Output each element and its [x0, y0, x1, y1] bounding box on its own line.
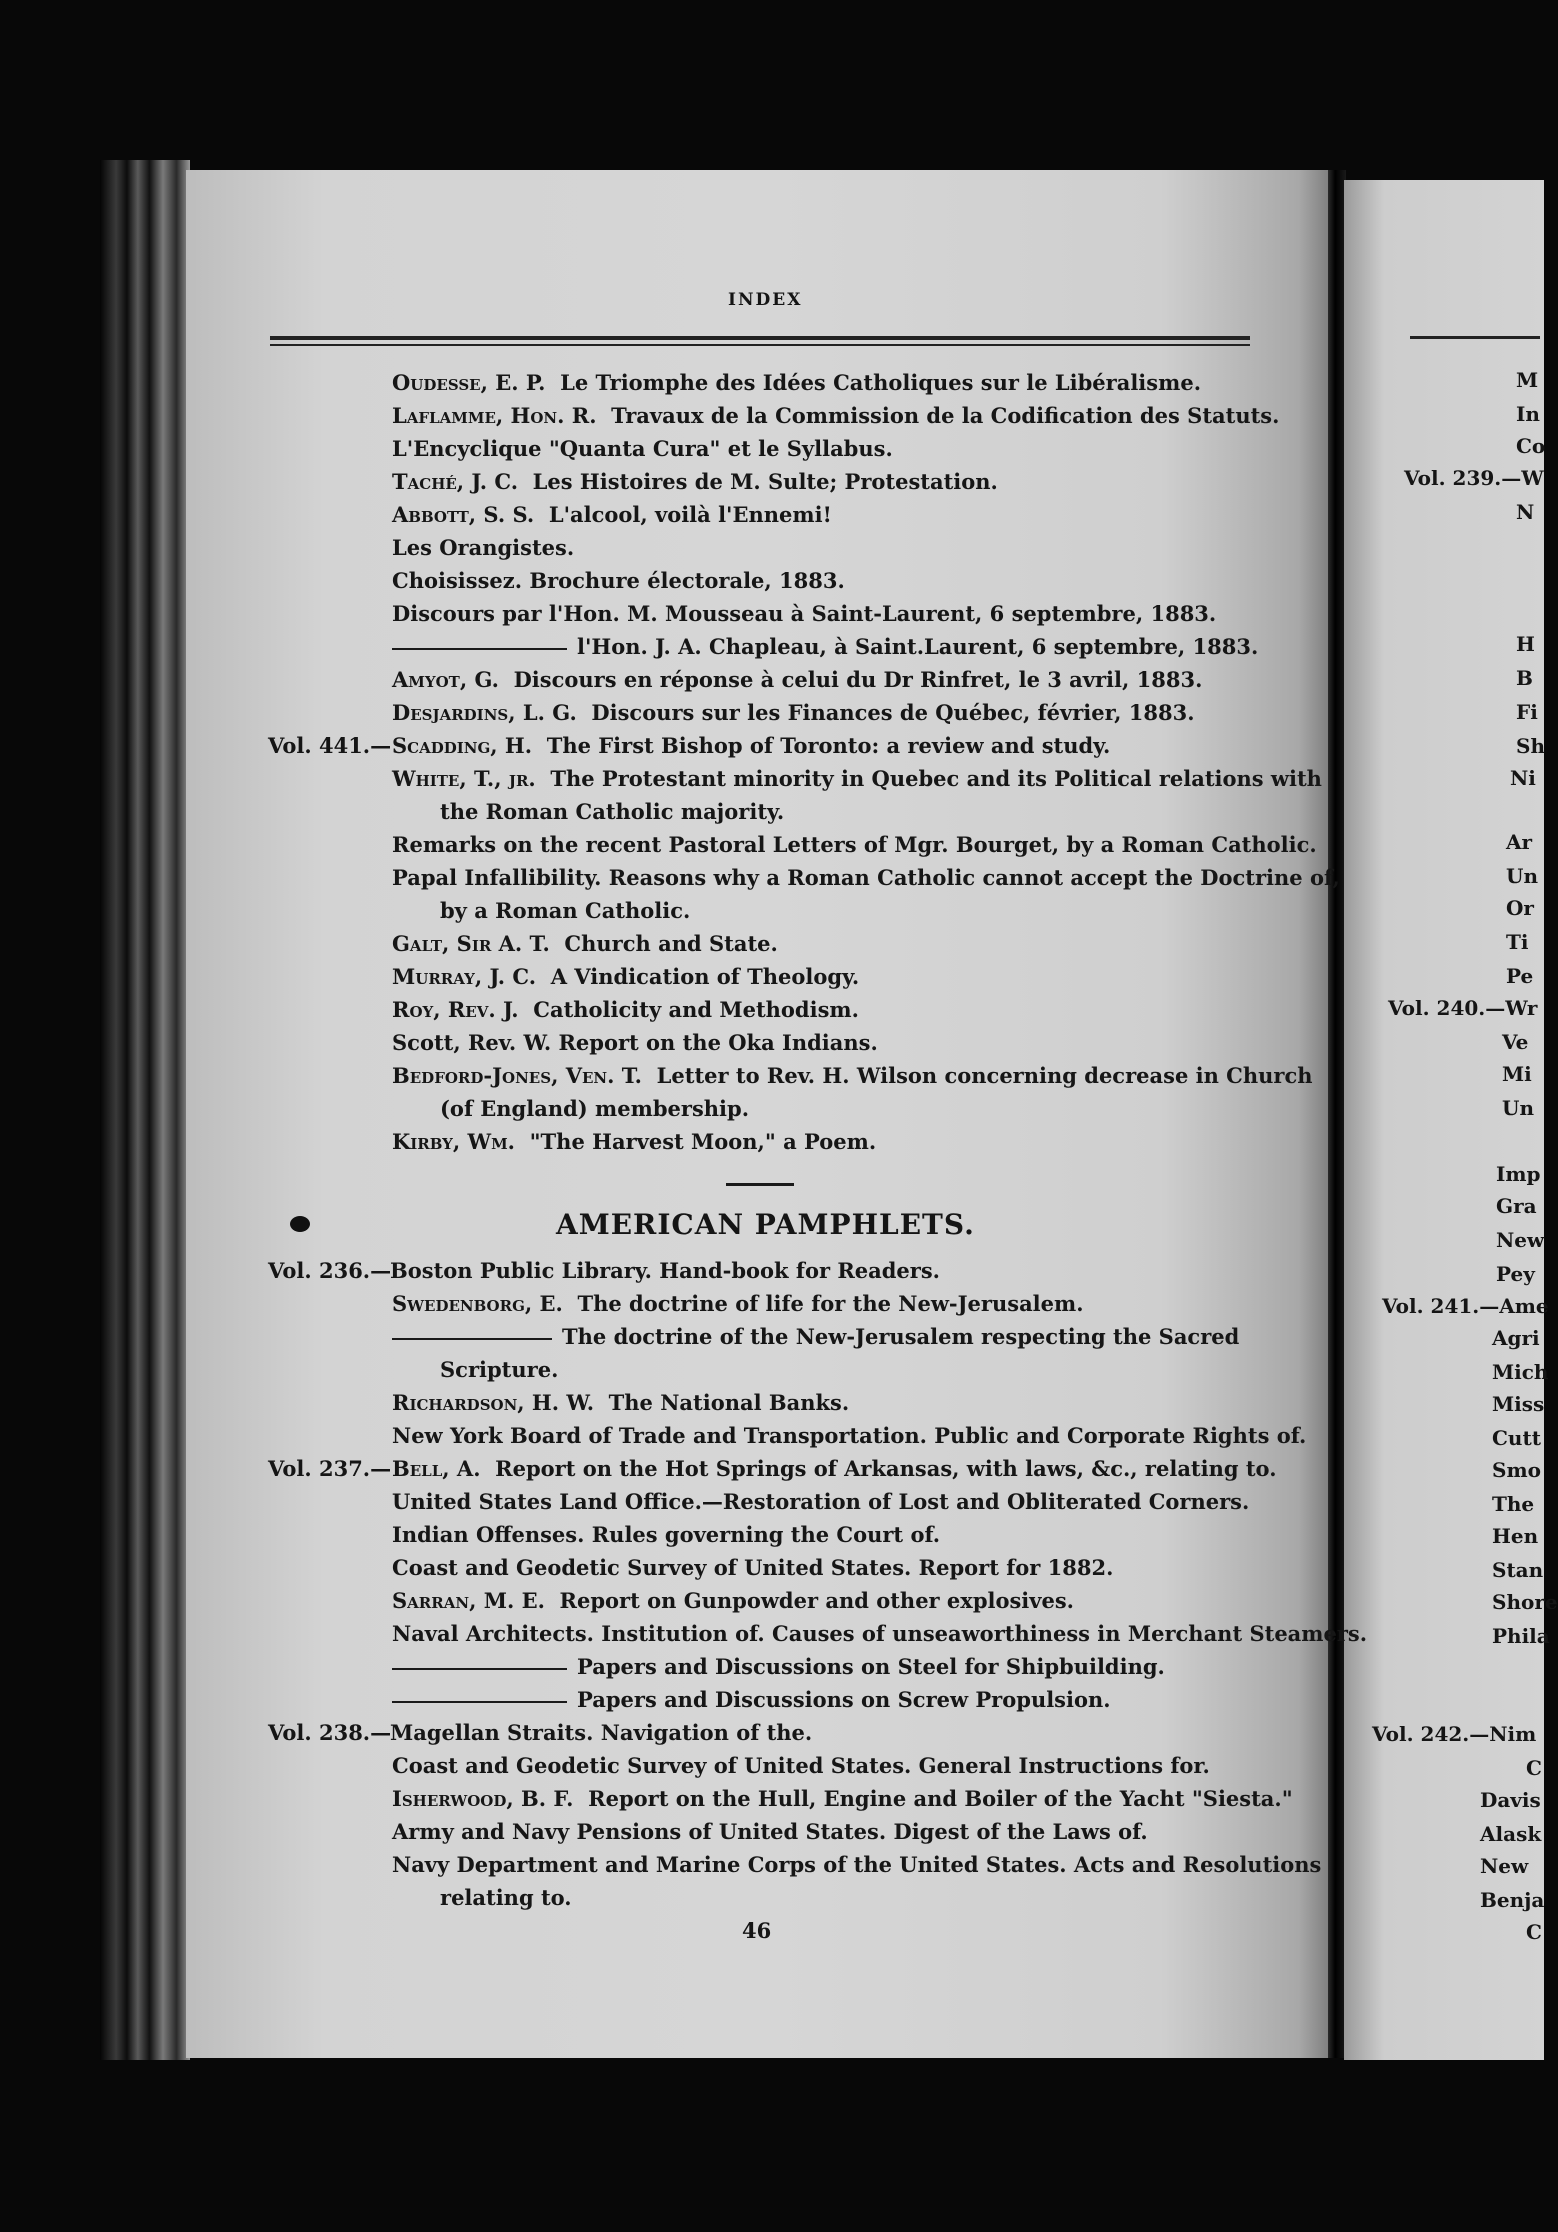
right-page-fragment: Benja — [1480, 1888, 1545, 1912]
index-entry: Army and Navy Pensions of United States. Digest of the Laws of. — [392, 1819, 1148, 1844]
index-entry: Magellan Straits. Navigation of the. — [390, 1720, 813, 1745]
index-entry: Taché, J. C. Les Histoires de M. Sulte; Protestation. — [392, 469, 998, 494]
page-number: 46 — [742, 1918, 772, 1943]
index-entry: by a Roman Catholic. — [440, 898, 691, 923]
ditto-rule — [392, 1338, 552, 1340]
index-entry: Amyot, G. Discours en réponse à celui du Dr Rinfret, le 3 avril, 1883. — [392, 667, 1203, 692]
right-page-fragment: Smo — [1492, 1458, 1541, 1482]
ink-blot — [290, 1216, 310, 1232]
index-entry: Naval Architects. Institution of. Causes of unseaworthiness in Merchant Steamers. — [392, 1621, 1368, 1646]
index-entry: Boston Public Library. Hand-book for Readers. — [390, 1258, 940, 1283]
right-page-fragment: C — [1526, 1756, 1542, 1780]
index-entry: Murray, J. C. A Vindication of Theology. — [392, 964, 860, 989]
right-page-fragment: Vol. 242.—Nim — [1372, 1722, 1537, 1746]
index-entry: Oudesse, E. P. Le Triomphe des Idées Catholiques sur le Libéralisme. — [392, 370, 1202, 395]
volume-label: Vol. 238.— — [268, 1720, 392, 1745]
index-entry: L'Encyclique "Quanta Cura" et le Syllabus. — [392, 436, 893, 461]
ditto-rule — [392, 1668, 567, 1670]
right-page-fragment: Hen — [1492, 1524, 1539, 1548]
volume-label: Vol. 441.— — [268, 733, 392, 758]
volume-label: Vol. 236.— — [268, 1258, 392, 1283]
right-page-fragment: H — [1516, 632, 1535, 656]
index-entry: Papers and Discussions on Screw Propulsion. — [392, 1687, 1111, 1712]
index-entry: Scott, Rev. W. Report on the Oka Indians. — [392, 1030, 878, 1055]
right-page-fragment: Pe — [1506, 964, 1534, 988]
right-page-fragment: Vol. 240.—Wr — [1388, 996, 1538, 1020]
section-title: AMERICAN PAMPHLETS. — [556, 1208, 975, 1241]
page-header: INDEX — [728, 290, 803, 310]
right-page-fragment: Or — [1506, 896, 1534, 920]
index-entry: Papal Infallibility. Reasons why a Roman Catholic cannot accept the Doctrine of, — [392, 865, 1340, 890]
right-page-fragment: Imp — [1496, 1162, 1541, 1186]
index-entry: Roy, Rev. J. Catholicity and Methodism. — [392, 997, 859, 1022]
right-page-fragment: Mi — [1502, 1062, 1532, 1086]
ditto-rule — [392, 1701, 567, 1703]
right-page-fragment: C — [1526, 1920, 1542, 1944]
right-page-fragment: Alask — [1480, 1822, 1542, 1846]
index-entry: Sarran, M. E. Report on Gunpowder and other explosives. — [392, 1588, 1074, 1613]
index-entry: Bell, A. Report on the Hot Springs of Arkansas, with laws, &c., relating to. — [392, 1456, 1277, 1481]
index-entry: Discours par l'Hon. M. Mousseau à Saint-Laurent, 6 septembre, 1883. — [392, 601, 1217, 626]
right-page-fragment: Ar — [1506, 830, 1533, 854]
right-page-fragment: In — [1516, 402, 1540, 426]
right-page-fragment: Ni — [1510, 766, 1536, 790]
index-entry: (of England) membership. — [440, 1096, 750, 1121]
index-entry: Papers and Discussions on Steel for Shipbuilding. — [392, 1654, 1165, 1679]
right-page-fragment: Sh — [1516, 734, 1545, 758]
index-entry: Desjardins, L. G. Discours sur les Finances de Québec, février, 1883. — [392, 700, 1195, 725]
index-entry: Coast and Geodetic Survey of United States. Report for 1882. — [392, 1555, 1114, 1580]
right-page-fragment: N — [1516, 500, 1535, 524]
right-page-fragment: Vol. 241.—Ame — [1382, 1294, 1549, 1318]
index-entry: Coast and Geodetic Survey of United States. General Instructions for. — [392, 1753, 1210, 1778]
index-entry: Laflamme, Hon. R. Travaux de la Commission de la Codification des Statuts. — [392, 403, 1280, 428]
right-page-fragment: New — [1496, 1228, 1545, 1252]
index-entry: Richardson, H. W. The National Banks. — [392, 1390, 850, 1415]
index-entry: Kirby, Wm. "The Harvest Moon," a Poem. — [392, 1129, 877, 1154]
header-rule-thin — [270, 344, 1250, 346]
right-page-fragment: Stan — [1492, 1558, 1544, 1582]
right-page-fragment: Cutt — [1492, 1426, 1541, 1450]
right-page-fragment: Ti — [1506, 930, 1529, 954]
header-rule-thick — [270, 336, 1250, 340]
right-page-fragment: Mich — [1492, 1360, 1549, 1384]
volume-label: Vol. 237.— — [268, 1456, 392, 1481]
index-entry: Galt, Sir A. T. Church and State. — [392, 931, 778, 956]
right-page-fragment: Phila — [1492, 1624, 1550, 1648]
index-entry: Choisissez. Brochure électorale, 1883. — [392, 568, 845, 593]
ditto-rule — [392, 648, 567, 650]
index-entry: Isherwood, B. F. Report on the Hull, Engine and Boiler of the Yacht "Siesta." — [392, 1786, 1293, 1811]
index-entry: Scripture. — [440, 1357, 559, 1382]
right-page-fragment: Un — [1506, 864, 1538, 888]
index-entry: White, T., jr. The Protestant minority in Quebec and its Political relations with — [392, 766, 1322, 791]
right-header-rule — [1410, 336, 1540, 339]
index-entry: relating to. — [440, 1885, 572, 1910]
right-page-fragment: Ve — [1502, 1030, 1529, 1054]
index-entry: Les Orangistes. — [392, 535, 575, 560]
right-page-fragment: Davis — [1480, 1788, 1541, 1812]
right-page-fragment: Pey — [1496, 1262, 1535, 1286]
right-page-fragment: Miss — [1492, 1392, 1545, 1416]
right-page-fragment: Agri — [1492, 1326, 1540, 1350]
right-page-fragment: Gra — [1496, 1194, 1537, 1218]
right-page-fragment: Fi — [1516, 700, 1538, 724]
right-page-fragment: The — [1492, 1492, 1535, 1516]
right-page-fragment: Vol. 239.—W — [1404, 466, 1544, 490]
index-entry: United States Land Office.—Restoration of Lost and Obliterated Corners. — [392, 1489, 1250, 1514]
book-edge — [100, 160, 190, 2060]
index-entry: l'Hon. J. A. Chapleau, à Saint.Laurent, 6 septembre, 1883. — [392, 634, 1258, 659]
index-entry: Navy Department and Marine Corps of the United States. Acts and Resolutions — [392, 1852, 1322, 1877]
index-entry: the Roman Catholic majority. — [440, 799, 785, 824]
index-entry: Remarks on the recent Pastoral Letters of Mgr. Bourget, by a Roman Catholic. — [392, 832, 1317, 857]
right-page — [1344, 180, 1544, 2060]
index-entry: Bedford-Jones, Ven. T. Letter to Rev. H. Wilson concerning decrease in Church — [392, 1063, 1313, 1088]
index-entry: Abbott, S. S. L'alcool, voilà l'Ennemi! — [392, 502, 832, 527]
right-page-fragment: New — [1480, 1854, 1529, 1878]
right-page-fragment: Un — [1502, 1096, 1534, 1120]
index-entry: The doctrine of the New-Jerusalem respecting the Sacred — [392, 1324, 1239, 1349]
right-page-fragment: Shore — [1492, 1590, 1558, 1614]
index-entry: Swedenborg, E. The doctrine of life for the New-Jerusalem. — [392, 1291, 1084, 1316]
index-entry: New York Board of Trade and Transportation. Public and Corporate Rights of. — [392, 1423, 1307, 1448]
index-entry: Indian Offenses. Rules governing the Court of. — [392, 1522, 941, 1547]
index-entry: Scadding, H. The First Bishop of Toronto: a review and study. — [392, 733, 1111, 758]
right-page-fragment: B — [1516, 666, 1533, 690]
section-divider — [726, 1183, 794, 1186]
right-page-fragment: M — [1516, 368, 1539, 392]
right-page-fragment: Co — [1516, 434, 1546, 458]
